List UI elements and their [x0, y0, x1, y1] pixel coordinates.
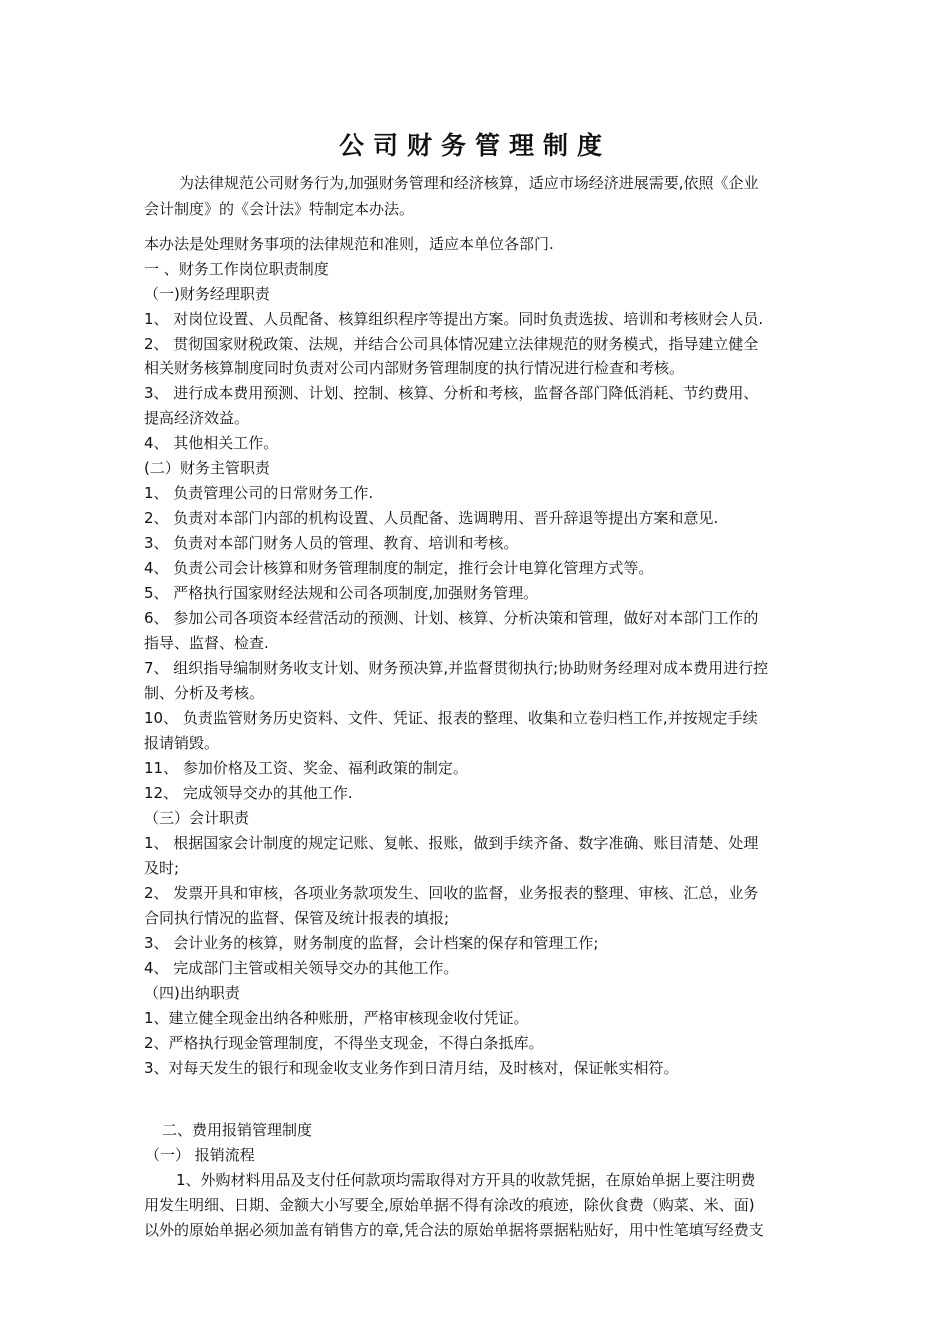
list-item-continuation: 制、分析及考核。 — [144, 684, 265, 702]
list-item: 4、 完成部门主管或相关领导交办的其他工作。 — [144, 959, 459, 977]
list-item: 1、 负责管理公司的日常财务工作. — [144, 484, 374, 502]
list-item: 6、 参加公司各项资本经营活动的预测、计划、核算、分析决策和管理，做好对本部门工作的 — [144, 609, 759, 627]
section-heading: 二、费用报销管理制度 — [162, 1121, 313, 1139]
subsection-heading: （一） 报销流程 — [145, 1146, 255, 1164]
list-item-continuation: 指导、监督、检查. — [144, 634, 269, 652]
list-item-continuation: 合同执行情况的监督、保管及统计报表的填报; — [144, 909, 450, 927]
paragraph-line: 1、外购材料用品及支付任何款项均需取得对方开具的收款凭据，在原始单据上要注明费 — [176, 1171, 756, 1189]
subsection-heading: （一)财务经理职责 — [144, 285, 270, 303]
subsection-heading: （三）会计职责 — [144, 809, 250, 827]
list-item-continuation: 报请销毁。 — [144, 734, 220, 752]
list-item: 3、 会计业务的核算，财务制度的监督，会计档案的保存和管理工作; — [144, 934, 599, 952]
list-item: 3、对每天发生的银行和现金收支业务作到日清月结，及时核对，保证帐实相符。 — [144, 1059, 679, 1077]
list-item: 1、 根据国家会计制度的规定记账、复帐、报账，做到手续齐备、数字准确、账目清楚、处理 — [144, 834, 759, 852]
list-item: 2、 发票开具和审核，各项业务款项发生、回收的监督，业务报表的整理、审核、汇总，业务 — [144, 884, 759, 902]
subsection-heading: (二）财务主管职责 — [144, 459, 270, 477]
list-item: 5、 严格执行国家财经法规和公司各项制度,加强财务管理。 — [144, 584, 539, 602]
section-heading: 一 、财务工作岗位职责制度 — [144, 260, 329, 278]
list-item: 7、 组织指导编制财务收支计划、财务预决算,并监督贯彻执行;协助财务经理对成本费用进行控 — [144, 659, 769, 677]
list-item: 2、 贯彻国家财税政策、法规，并结合公司具体情况建立法律规范的财务模式，指导建立健全 — [144, 335, 759, 353]
list-item-continuation: 相关财务核算制度同时负责对公司内部财务管理制度的执行情况进行检查和考核。 — [144, 359, 685, 377]
list-item: 4、 其他相关工作。 — [144, 434, 279, 452]
list-item-continuation: 及时; — [144, 859, 180, 877]
paragraph-line: 用发生明细、日期、金额大小写要全,原始单据不得有涂改的痕迹，除伙食费（购菜、米、面) — [144, 1196, 755, 1214]
subsection-heading: （四)出纳职责 — [144, 984, 240, 1002]
list-item-continuation: 提高经济效益。 — [144, 409, 250, 427]
paragraph-line: 会计制度》的《会计法》特制定本办法。 — [144, 200, 415, 218]
list-item: 2、严格执行现金管理制度，不得坐支现金，不得白条抵库。 — [144, 1034, 544, 1052]
list-item: 10、 负责监管财务历史资料、文件、凭证、报表的整理、收集和立卷归档工作,并按规定手续 — [144, 709, 758, 727]
list-item: 3、 进行成本费用预测、计划、控制、核算、分析和考核，监督各部门降低消耗、节约费用、 — [144, 384, 759, 402]
paragraph-line: 本办法是处理财务事项的法律规范和准则，适应本单位各部门. — [144, 235, 554, 253]
list-item: 1、 对岗位设置、人员配备、核算组织程序等提出方案。同时负责选拔、培训和考核财会人员. — [144, 310, 764, 328]
list-item: 3、 负责对本部门财务人员的管理、教育、培训和考核。 — [144, 534, 519, 552]
list-item: 2、 负责对本部门内部的机构设置、人员配备、选调聘用、晋升辞退等提出方案和意见. — [144, 509, 719, 527]
list-item: 4、 负责公司会计核算和财务管理制度的制定，推行会计电算化管理方式等。 — [144, 559, 654, 577]
paragraph-line: 为法律规范公司财务行为,加强财务管理和经济核算，适应市场经济进展需要,依照《企业 — [179, 174, 759, 192]
list-item: 11、 参加价格及工资、奖金、福利政策的制定。 — [144, 759, 468, 777]
list-item: 12、 完成领导交办的其他工作. — [144, 784, 353, 802]
list-item: 1、建立健全现金出纳各种账册，严格审核现金收付凭证。 — [144, 1009, 529, 1027]
document-title: 公司财务管理制度 — [338, 131, 611, 160]
paragraph-line: 以外的原始单据必须加盖有销售方的章,凭合法的原始单据将票据粘贴好，用中性笔填写经费支 — [144, 1221, 764, 1239]
